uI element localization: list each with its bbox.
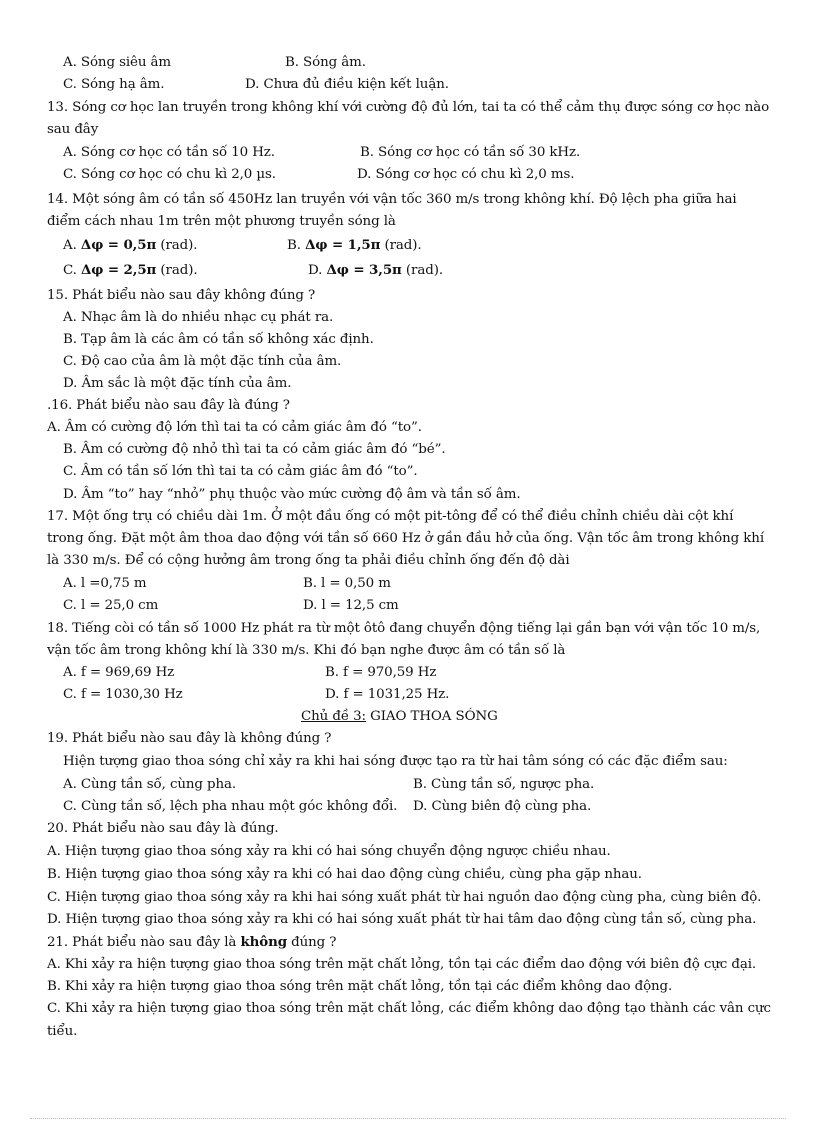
answer-option xyxy=(63,261,197,280)
question-text: 15. Phát biểu nào sau đây không đúng ? xyxy=(47,288,316,303)
answer-option: B. Tạp âm là các âm có tần số không xác định. xyxy=(63,332,374,347)
math-expression: Δφ = 1,5π xyxy=(305,237,381,253)
question-text: 17. Một ống trụ có chiều dài 1m. Ở một đầu ống có một pit-tông để có thể điều chỉnh chiều dài cột khí xyxy=(47,509,734,524)
answer-option: A. Hiện tượng giao thoa sóng xảy ra khi có hai sóng chuyển động ngược chiều nhau. xyxy=(47,844,611,859)
question-text: 14. Một sóng âm có tần số 450Hz lan truyền với vận tốc 360 m/s trong không khí. Độ lệch pha giữa hai xyxy=(47,192,737,207)
answer-option: A. l =0,75 m xyxy=(63,576,147,591)
emphasis-text: không xyxy=(240,934,287,950)
question-text: sau đây xyxy=(47,122,99,137)
answer-option: D. Hiện tượng giao thoa sóng xảy ra khi có hai sóng xuất phát từ hai tâm dao động cùng tần số, cùng pha. xyxy=(47,912,757,927)
question-text: .16. Phát biểu nào sau đây là đúng ? xyxy=(47,398,290,413)
answer-option: C. Sóng cơ học có chu kì 2,0 µs. xyxy=(63,167,276,182)
answer-option: C. f = 1030,30 Hz xyxy=(63,687,183,702)
answer-option: C. Sóng hạ âm. xyxy=(63,77,165,92)
page-bottom-divider xyxy=(30,1118,786,1119)
answer-option: A. Sóng cơ học có tần số 10 Hz. xyxy=(63,145,275,160)
answer-option: B. Hiện tượng giao thoa sóng xảy ra khi có hai dao động cùng chiều, cùng pha gặp nhau. xyxy=(47,867,642,882)
question-text: trong ống. Đặt một âm thoa dao động với tần số 660 Hz ở gần đầu hở của ống. Vận tốc âm trong không khí xyxy=(47,531,765,546)
answer-option xyxy=(308,261,443,280)
unit-text: (rad). xyxy=(384,238,422,253)
answer-option: D. Chưa đủ điều kiện kết luận. xyxy=(245,77,449,92)
answer-option: A. Nhạc âm là do nhiều nhạc cụ phát ra. xyxy=(63,310,334,325)
answer-option: A. f = 969,69 Hz xyxy=(63,665,175,680)
answer-option: tiểu. xyxy=(47,1024,78,1039)
question-text: vận tốc âm trong không khí là 330 m/s. Khi đó bạn nghe được âm có tần số là xyxy=(47,643,566,658)
unit-text: (rad). xyxy=(405,263,443,278)
question-prefix: 21. Phát biểu nào sau đây là xyxy=(47,935,241,950)
section-name: GIAO THOA SÓNG xyxy=(365,709,498,724)
answer-option: C. l = 25,0 cm xyxy=(63,598,159,613)
answer-option: D. f = 1031,25 Hz. xyxy=(325,687,450,702)
question-text xyxy=(47,933,336,952)
answer-option xyxy=(63,236,197,255)
question-suffix: đúng ? xyxy=(287,935,337,950)
answer-option: B. Âm có cường độ nhỏ thì tai ta có cảm giác âm đó “bé”. xyxy=(63,442,446,457)
question-text: 13. Sóng cơ học lan truyền trong không khí với cường độ đủ lớn, tai ta có thể cảm thụ được sóng cơ học nào xyxy=(47,100,770,115)
answer-option: D. Cùng biên độ cùng pha. xyxy=(413,799,592,814)
answer-option: A. Khi xảy ra hiện tượng giao thoa sóng trên mặt chất lỏng, tồn tại các điểm dao động với biên độ cực đại. xyxy=(47,957,757,972)
answer-option: B. Sóng âm. xyxy=(285,55,366,70)
answer-option: C. Độ cao của âm là một đặc tính của âm. xyxy=(63,354,342,369)
question-text: là 330 m/s. Để có cộng hưởng âm trong ống ta phải điều chỉnh ống đến độ dài xyxy=(47,553,570,568)
math-expression: Δφ = 3,5π xyxy=(326,262,402,278)
section-title xyxy=(301,708,498,726)
answer-option: D. Âm “to” hay “nhỏ” phụ thuộc vào mức cường độ âm và tần số âm. xyxy=(63,487,521,502)
question-text: Hiện tượng giao thoa sóng chỉ xảy ra khi hai sóng được tạo ra từ hai tâm sóng có các đặc điểm sau: xyxy=(63,754,728,769)
option-letter: C. xyxy=(63,263,77,278)
answer-option: B. Cùng tần số, ngược pha. xyxy=(413,777,595,792)
option-letter: D. xyxy=(308,263,323,278)
answer-option: A. Âm có cường độ lớn thì tai ta có cảm giác âm đó “to”. xyxy=(47,420,422,435)
section-label: Chủ đề 3: xyxy=(301,709,366,724)
answer-option: D. l = 12,5 cm xyxy=(303,598,399,613)
question-text: 18. Tiếng còi có tần số 1000 Hz phát ra từ một ôtô đang chuyển động tiếng lại gần bạn với vận tốc 10 m/s, xyxy=(47,621,761,636)
answer-option: A. Sóng siêu âm xyxy=(63,55,172,70)
answer-option: B. Sóng cơ học có tần số 30 kHz. xyxy=(360,145,581,160)
option-letter: B. xyxy=(287,238,301,253)
option-letter: A. xyxy=(63,238,77,253)
unit-text: (rad). xyxy=(160,238,198,253)
math-expression: Δφ = 0,5π xyxy=(80,237,157,253)
answer-option xyxy=(287,236,422,255)
question-text: 19. Phát biểu nào sau đây là không đúng ? xyxy=(47,731,332,746)
answer-option: C. Hiện tượng giao thoa sóng xảy ra khi hai sóng xuất phát từ hai nguồn dao động cùng pha, cùng biên độ. xyxy=(47,890,762,905)
answer-option: B. l = 0,50 m xyxy=(303,576,391,591)
answer-option: B. f = 970,59 Hz xyxy=(325,665,437,680)
answer-option: D. Sóng cơ học có chu kì 2,0 ms. xyxy=(357,167,575,182)
math-expression: Δφ = 2,5π xyxy=(81,262,157,278)
question-text: 20. Phát biểu nào sau đây là đúng. xyxy=(47,821,279,836)
answer-option: C. Khi xảy ra hiện tượng giao thoa sóng trên mặt chất lỏng, các điểm không dao động tạo thành các vân cực xyxy=(47,1001,771,1016)
answer-option: D. Âm sắc là một đặc tính của âm. xyxy=(63,376,292,391)
answer-option: C. Cùng tần số, lệch pha nhau một góc không đổi. xyxy=(63,799,398,814)
question-text: điểm cách nhau 1m trên một phương truyền sóng là xyxy=(47,214,396,229)
answer-option: B. Khi xảy ra hiện tượng giao thoa sóng trên mặt chất lỏng, tồn tại các điểm không dao động. xyxy=(47,979,673,994)
answer-option: A. Cùng tần số, cùng pha. xyxy=(63,777,237,792)
unit-text: (rad). xyxy=(160,263,198,278)
answer-option: C. Âm có tần số lớn thì tai ta có cảm giác âm đó “to”. xyxy=(63,464,418,479)
